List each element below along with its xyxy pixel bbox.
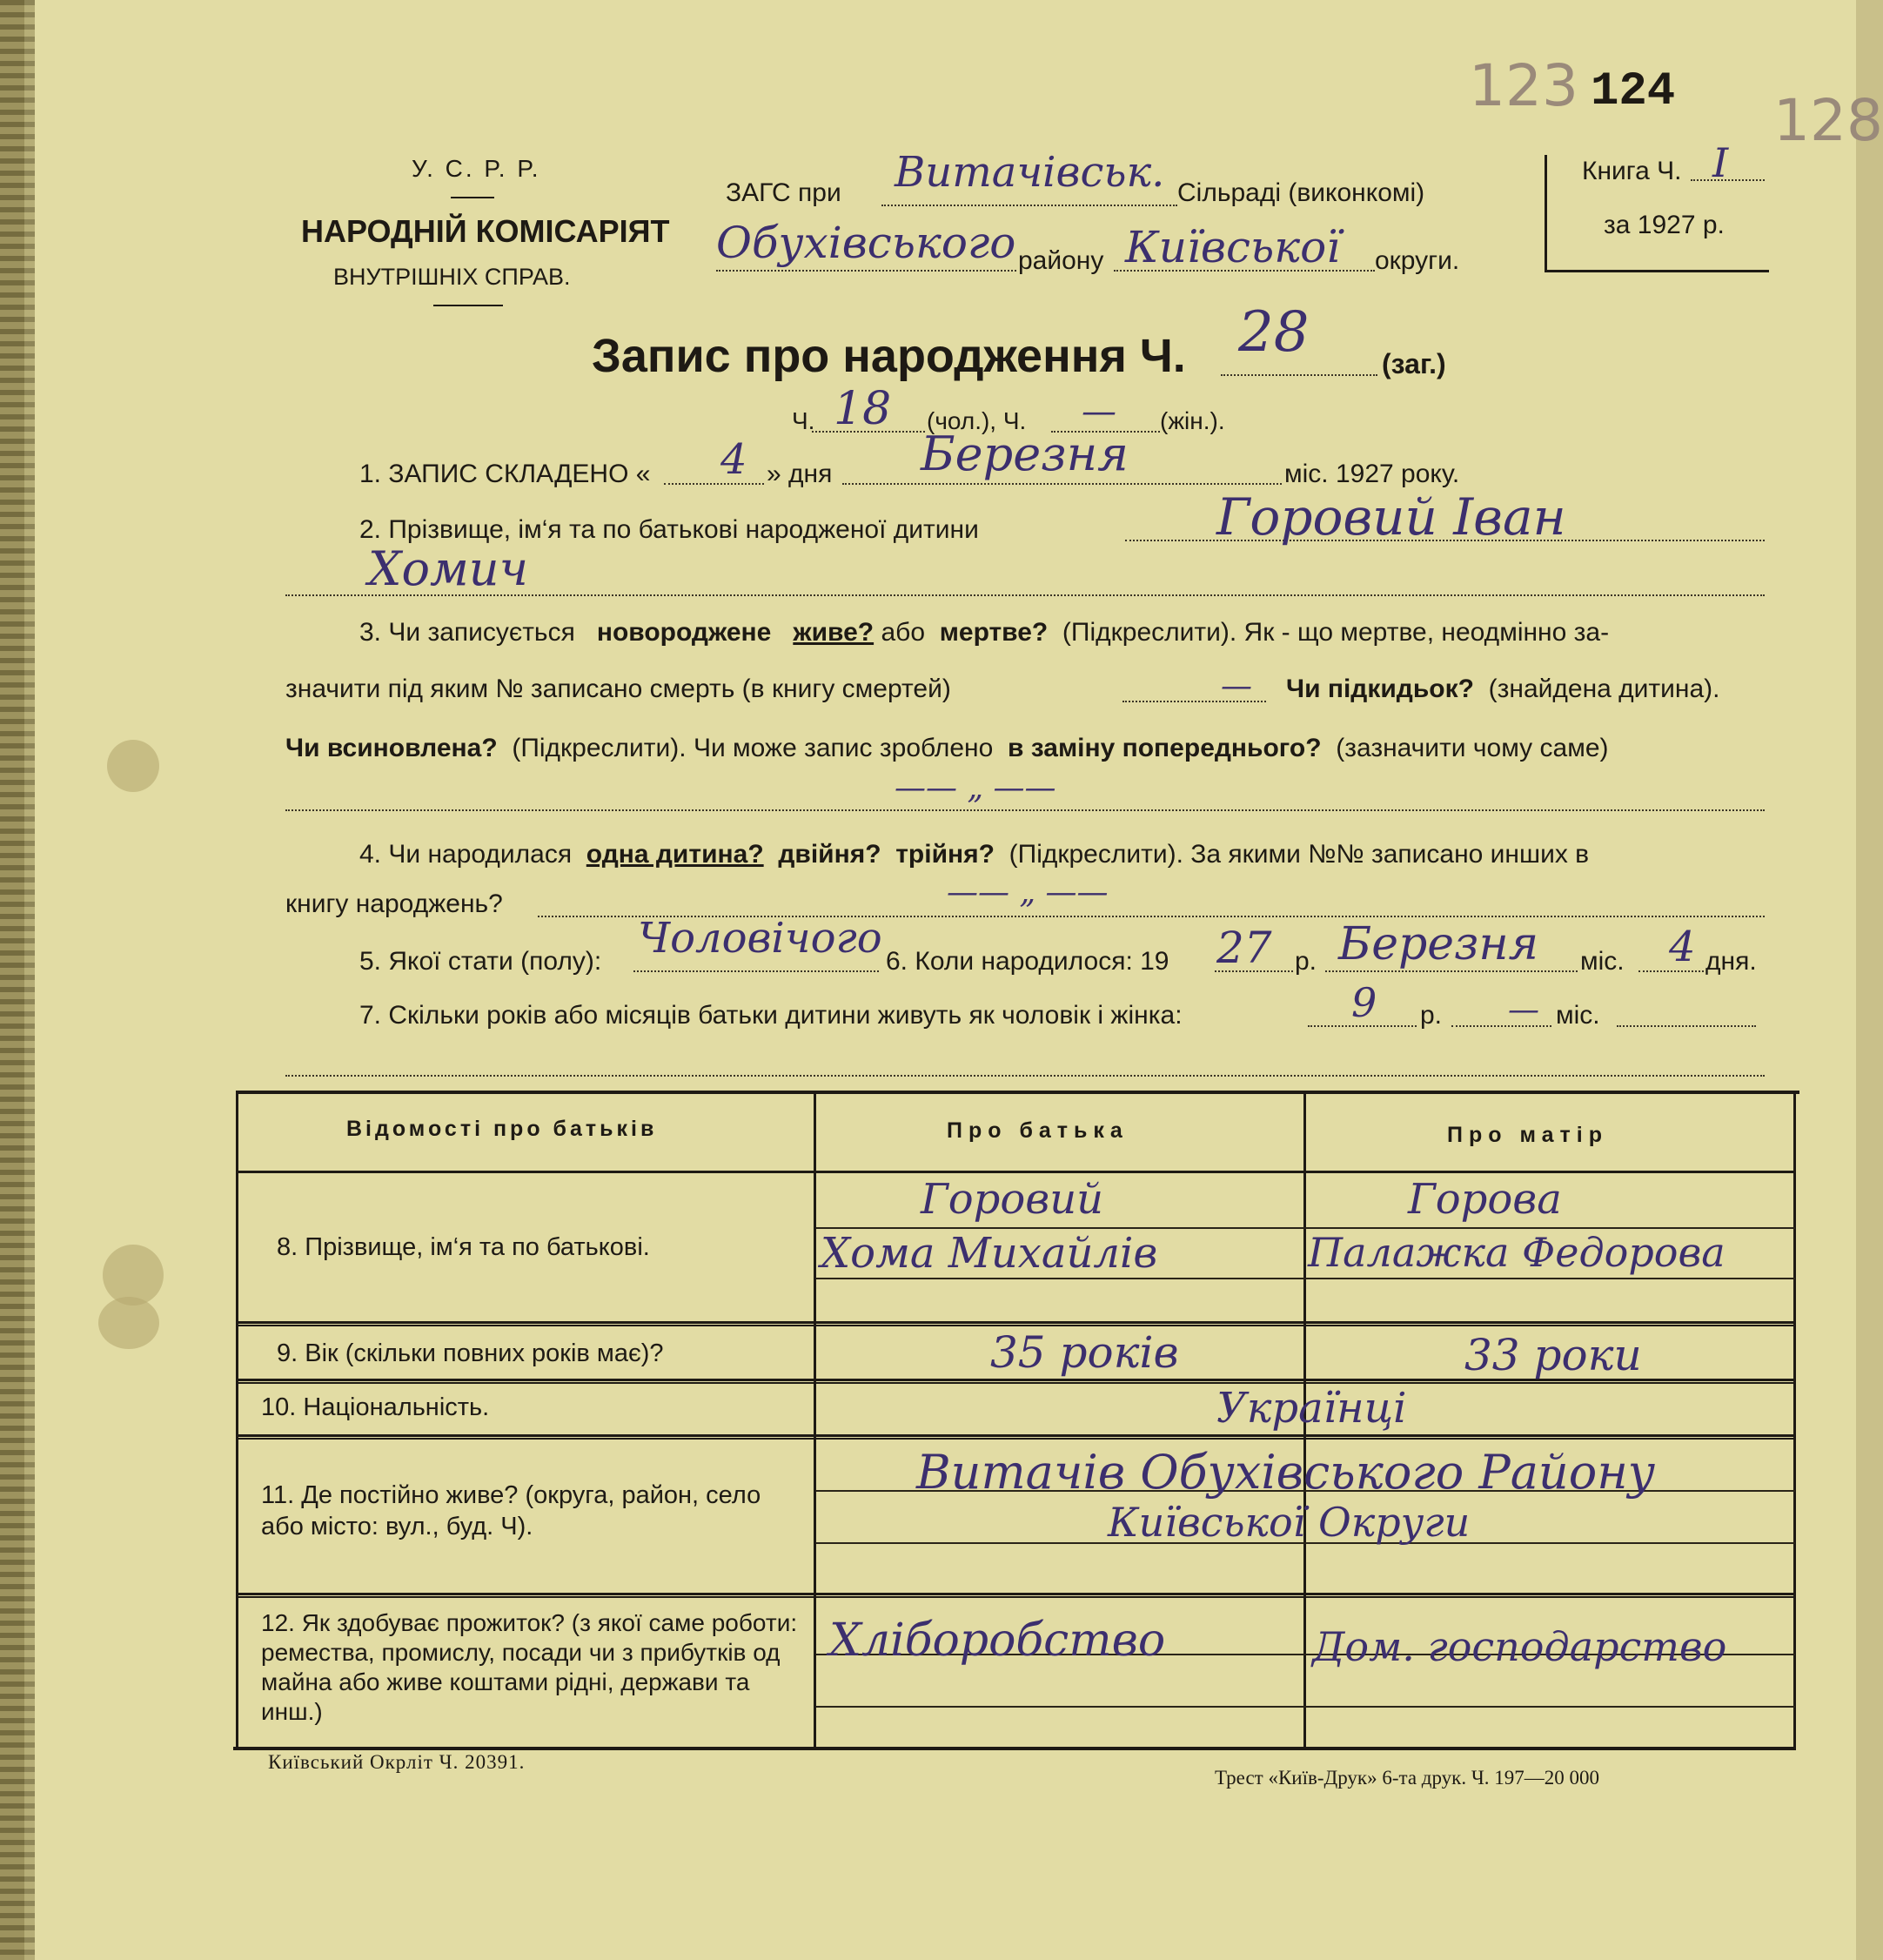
father-occupation: Хліборобство bbox=[829, 1614, 1166, 1667]
father-age: 35 років bbox=[990, 1327, 1179, 1378]
q6-day-suffix: дня. bbox=[1705, 947, 1757, 976]
q3-death-number-value: — bbox=[1221, 668, 1252, 704]
internal-affairs-label: ВНУТРІШНІХ СПРАВ. bbox=[333, 264, 571, 290]
q7-years-suffix: р. bbox=[1420, 1001, 1443, 1030]
divider bbox=[451, 197, 494, 198]
writing-line bbox=[816, 1706, 1795, 1708]
q3-replace: в заміну попереднього? bbox=[1007, 734, 1322, 762]
q3-foundling: Чи підкидьок? bbox=[1286, 675, 1474, 703]
writing-line bbox=[816, 1278, 1795, 1279]
q3-line1 bbox=[359, 618, 1609, 648]
female-number-value: — bbox=[1082, 392, 1116, 432]
book-box-left bbox=[1545, 155, 1547, 272]
table-border-right bbox=[1793, 1091, 1796, 1750]
q7-extra-field bbox=[1617, 1025, 1756, 1027]
divider bbox=[433, 305, 503, 306]
line1-mid: » дня bbox=[767, 460, 833, 488]
district-value: Обухівського bbox=[716, 218, 1016, 268]
commissariat-label: НАРОДНІЙ КОМІСАРІЯТ bbox=[301, 213, 670, 249]
table-border-top bbox=[238, 1091, 1799, 1094]
q7-years-value: 9 bbox=[1351, 979, 1377, 1026]
line1-suffix: міс. 1927 року. bbox=[1284, 460, 1460, 488]
q3-reason-value: —— „ —— bbox=[895, 770, 1056, 806]
q3-rest1: (Підкреслити). Як - що мертве, неодмінно за- bbox=[1062, 618, 1610, 647]
q6-month-value: Березня bbox=[1338, 918, 1539, 970]
q4-one-child: одна дитина? bbox=[586, 840, 764, 869]
q3-l3b: (зазначити чому саме) bbox=[1336, 734, 1609, 762]
stain bbox=[103, 1245, 164, 1306]
okrug-value: Київської bbox=[1125, 222, 1341, 272]
q6-month-suffix: міс. bbox=[1580, 947, 1625, 976]
zags-suffix: Сільраді (виконкомі) bbox=[1177, 178, 1425, 207]
table-col-divider-1 bbox=[814, 1091, 816, 1750]
q3-line3 bbox=[285, 734, 1609, 763]
stain bbox=[107, 740, 159, 792]
row-separator bbox=[238, 1321, 1795, 1324]
q4-line1 bbox=[359, 840, 1589, 869]
row-separator bbox=[238, 1325, 1795, 1326]
record-number-suffix: (заг.) bbox=[1382, 348, 1446, 379]
female-number-label: (жін.). bbox=[1160, 407, 1225, 434]
line2-label: 2. Прізвище, ім‘я та по батькові народженої дитини bbox=[359, 515, 979, 544]
footer-right: Трест «Київ-Друк» 6-та друк. Ч. 197—20 000 bbox=[1215, 1767, 1600, 1789]
mother-surname: Горова bbox=[1408, 1175, 1562, 1224]
pencil-mark-left: 123 bbox=[1469, 52, 1578, 119]
row-separator bbox=[238, 1382, 1795, 1384]
q3-adopted: Чи всиновлена? bbox=[285, 734, 498, 762]
record-number-value: 28 bbox=[1238, 300, 1310, 365]
book-year: за 1927 р. bbox=[1604, 211, 1725, 239]
q4-twins: двійня? bbox=[778, 840, 881, 869]
q3-alive: живе? bbox=[793, 618, 874, 647]
q3-dead: мертве? bbox=[939, 618, 1049, 647]
footer-left: Київський Окрліт Ч. 20391. bbox=[268, 1751, 526, 1773]
father-surname: Горовий bbox=[921, 1175, 1104, 1224]
table-border-left bbox=[236, 1091, 238, 1750]
mother-occupation: Дом. господарство bbox=[1312, 1623, 1727, 1670]
table-border-bottom bbox=[233, 1747, 1795, 1750]
row-separator bbox=[238, 1434, 1795, 1437]
line1-day-value: 4 bbox=[720, 435, 747, 484]
male-number-value: 18 bbox=[834, 383, 892, 435]
q3-newborn: новороджене bbox=[596, 618, 772, 647]
q4-prefix: 4. Чи народилася bbox=[359, 840, 573, 869]
page-number: 124 bbox=[1591, 65, 1676, 118]
record-title: Запис про народження Ч. bbox=[592, 330, 1186, 382]
q6-day-value: 4 bbox=[1669, 923, 1696, 971]
row8-label: 8. Прізвище, ім‘я та по батькові. bbox=[277, 1233, 650, 1261]
q4-rest: (Підкреслити). За якими №№ записано инших в bbox=[1009, 840, 1590, 869]
q3-l2b: (знайдена дитина). bbox=[1488, 675, 1720, 703]
q3-l2a: значити під яким № записано смерть (в книгу смертей) bbox=[285, 675, 951, 703]
male-number-label: (чол.), Ч. bbox=[927, 407, 1027, 434]
q7-months-suffix: міс. bbox=[1556, 1001, 1600, 1030]
q3-l3a: (Підкреслити). Чи може запис зроблено bbox=[512, 734, 994, 762]
district-label: району bbox=[1018, 246, 1104, 275]
q4-line2: книгу народжень? bbox=[285, 889, 503, 918]
okrug-label: округи. bbox=[1375, 246, 1460, 275]
father-name: Хома Михайлів bbox=[821, 1229, 1158, 1278]
q3-reason-field bbox=[285, 809, 1765, 811]
q4-triplets: трійня? bbox=[895, 840, 995, 869]
q3-or: або bbox=[881, 618, 926, 647]
row9-label: 9. Вік (скільки повних років має)? bbox=[277, 1339, 664, 1367]
pencil-mark-right: 128 bbox=[1773, 87, 1883, 154]
book-label: Книга Ч. bbox=[1582, 157, 1682, 185]
mother-age: 33 роки bbox=[1464, 1330, 1642, 1380]
mother-name: Палажка Федорова bbox=[1308, 1229, 1726, 1276]
record-number-field bbox=[1221, 374, 1377, 376]
q3-prefix: 3. Чи записується bbox=[359, 618, 575, 647]
book-box-bottom bbox=[1545, 270, 1769, 272]
header-parents-info: Відомості про батьків bbox=[346, 1117, 658, 1141]
q3-line2-right bbox=[1286, 675, 1720, 704]
q3-line2 bbox=[285, 675, 951, 704]
line1-month-value: Березня bbox=[921, 426, 1129, 481]
residence-line1: Витачів Обухівського Району bbox=[916, 1445, 1656, 1500]
header-mother: Про матір bbox=[1447, 1123, 1608, 1147]
child-patronymic-value: Хомич bbox=[368, 541, 529, 596]
district-field bbox=[716, 270, 1016, 272]
q4-numbers-value: —— „ —— bbox=[947, 875, 1109, 910]
row-separator bbox=[238, 1596, 1795, 1598]
q7-continuation-field bbox=[285, 1075, 1765, 1077]
q6-month-field bbox=[1325, 970, 1578, 972]
male-number-prefix: Ч. bbox=[792, 407, 815, 434]
child-name-value: Горовий Іван bbox=[1216, 487, 1566, 547]
q6-year-value: 27 bbox=[1216, 923, 1272, 973]
q5-sex-field bbox=[633, 970, 879, 972]
book-value: I bbox=[1712, 139, 1729, 186]
q7-months-value: — bbox=[1508, 992, 1539, 1028]
line2-continuation-field bbox=[285, 594, 1765, 596]
line1-prefix: 1. ЗАПИС СКЛАДЕНО « bbox=[359, 460, 651, 488]
zags-council-field bbox=[881, 205, 1177, 206]
row10-label: 10. Національність. bbox=[261, 1393, 490, 1421]
residence-line2: Київської Округи bbox=[1108, 1499, 1471, 1546]
header-father: Про батька bbox=[947, 1118, 1129, 1143]
row11-label: 11. Де постійно живе? (округа, район, село або місто: вул., буд. Ч). bbox=[261, 1481, 761, 1540]
q6-label: 6. Коли народилося: 19 bbox=[886, 947, 1169, 976]
zags-council-value: Витачівськ. bbox=[895, 148, 1165, 197]
row-separator bbox=[238, 1438, 1795, 1440]
q5-label: 5. Якої стати (полу): bbox=[359, 947, 602, 976]
line1-day-field bbox=[664, 483, 764, 485]
ussr-label: У. С. Р. Р. bbox=[412, 155, 541, 182]
nationality-value: Українці bbox=[1216, 1384, 1407, 1433]
row-separator bbox=[238, 1171, 1795, 1173]
line1-month-field bbox=[842, 483, 1282, 485]
row-separator bbox=[238, 1593, 1795, 1595]
q5-sex-value: Чоловічого bbox=[638, 914, 882, 963]
q7-label: 7. Скільки років або місяців батьки дитини живуть як чоловік і жінка: bbox=[359, 1001, 1183, 1030]
zags-prefix: ЗАГС при bbox=[726, 178, 841, 207]
q6-year-suffix: р. bbox=[1295, 947, 1317, 976]
row12-label: 12. Як здобуває прожиток? (з якої саме роботи: ремества, промислу, посади чи з прибутків од майна або живе коштами рідні, держави та инш.) bbox=[261, 1609, 798, 1725]
